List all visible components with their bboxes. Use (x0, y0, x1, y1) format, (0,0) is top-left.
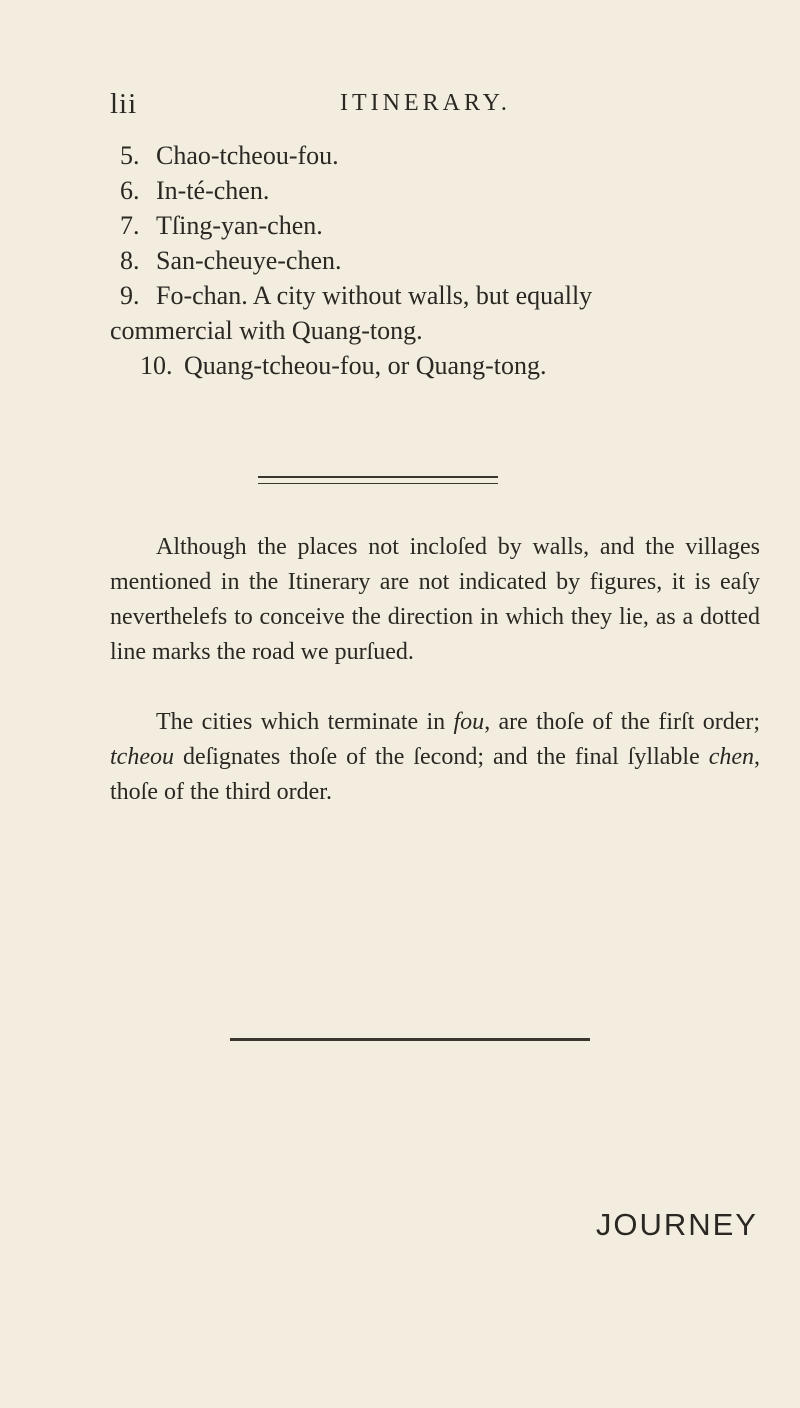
item-number: 9. (120, 281, 140, 310)
item-number: 6. (120, 176, 140, 205)
paragraph-places (110, 530, 760, 670)
page-number: lii (110, 88, 138, 120)
item-text: Tſing-yan-chen. (156, 211, 323, 240)
list-item-continuation: commercial with Quang-tong. (110, 316, 423, 345)
paragraph-text: Although the places not incloſed by walls, and the villages mentioned in the Itinerary are not indicated by figures, it is eaſy neverthelefs to conceive the direction in which they lie, as a dotted line marks the road we purſued. (110, 534, 760, 665)
paragraph-cities (110, 705, 760, 810)
item-text: Chao-tcheou-fou. (156, 141, 339, 170)
running-title: ITINERARY. (340, 90, 511, 116)
paragraph-text: The cities which terminate in (156, 709, 454, 735)
item-number: 10. (140, 351, 173, 380)
item-text: Fo-chan. A city without walls, but equally (156, 281, 593, 310)
divider-rule-thin (258, 483, 498, 484)
item-number: 7. (120, 211, 140, 240)
list-item (120, 243, 760, 278)
end-rule (230, 1038, 590, 1041)
item-number: 8. (120, 246, 140, 275)
catchword: JOURNEY (595, 1207, 758, 1242)
term-chen: chen (708, 744, 754, 770)
item-text: San-cheuye-chen. (156, 246, 342, 275)
item-number: 5. (120, 141, 140, 170)
divider-rule (258, 476, 498, 478)
page-header (110, 88, 750, 128)
list-item (120, 278, 760, 313)
term-fou: fou (453, 709, 485, 735)
list-item (120, 208, 760, 243)
list-item (120, 173, 760, 208)
paragraph-text: , thoſe of the third order. (110, 744, 760, 805)
item-text: Quang-tcheou-fou, or Quang-tong. (184, 351, 547, 380)
paragraph-text: deſignates thoſe of the ſecond; and the final ſyllable (173, 744, 709, 770)
item-text: In-té-chen. (156, 176, 270, 205)
term-tcheou: tcheou (110, 744, 174, 770)
paragraph-text: , are thoſe of the firſt order; (484, 709, 761, 735)
list-item (140, 348, 760, 383)
list-item (120, 138, 760, 173)
itinerary-list (110, 138, 760, 383)
